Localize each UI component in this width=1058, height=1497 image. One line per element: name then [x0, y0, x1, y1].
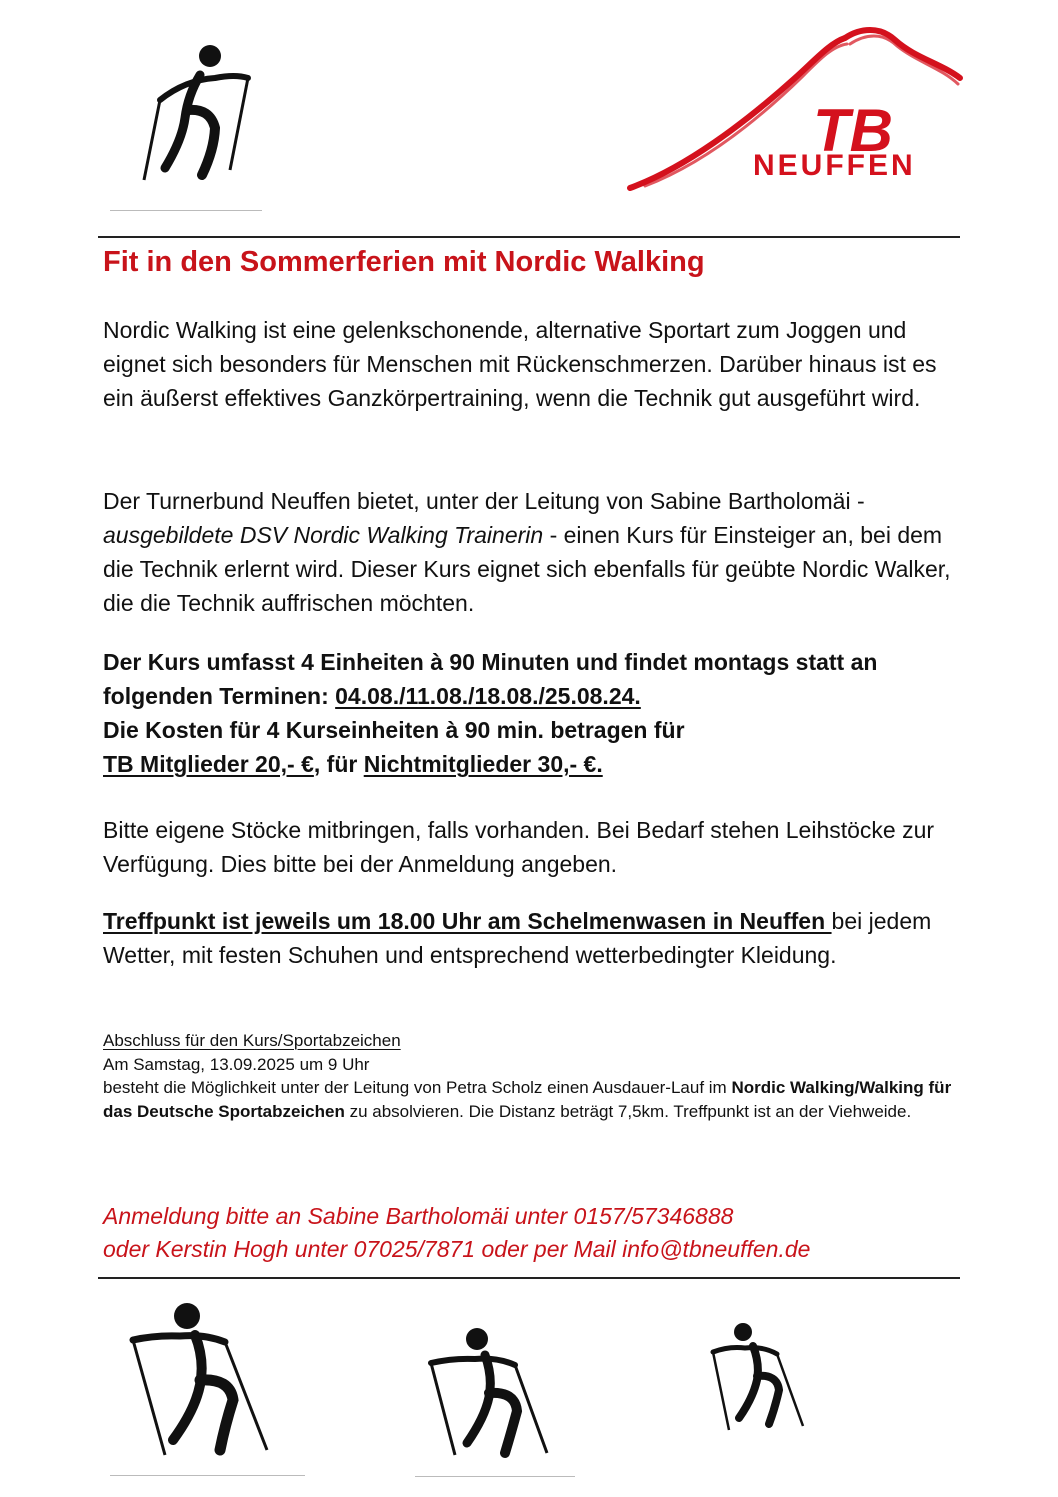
nordic-walker-icon	[425, 1325, 560, 1465]
meeting-point: Treffpunkt ist jeweils um 18.00 Uhr am Schelmenwasen in Neuffen	[103, 908, 832, 934]
course-line-2: folgenden Terminen: 04.08./11.08./18.08./25.08.24.	[103, 683, 641, 709]
offer-paragraph	[103, 484, 963, 620]
trainer-qualification: ausgebildete DSV Nordic Walking Trainerin	[103, 522, 544, 548]
final-date: Am Samstag, 13.09.2025 um 9 Uhr	[103, 1054, 370, 1074]
final-section	[103, 1029, 963, 1123]
intro-paragraph	[103, 313, 963, 415]
nordic-walker-icon	[125, 1300, 285, 1465]
meeting-paragraph	[103, 904, 963, 972]
logo-name: NEUFFEN	[753, 149, 916, 182]
course-details	[103, 645, 963, 781]
tb-neuffen-logo	[625, 18, 970, 198]
meeting-details: bei jedem Wetter, mit festen Schuhen und entsprechend wetterbedingter Kleidung.	[103, 908, 932, 968]
price-nonmembers: Nichtmitglieder 30,- €.	[363, 751, 603, 777]
course-dates: 04.08./11.08./18.08./25.08.24.	[335, 683, 641, 709]
nordic-walker-icon	[130, 40, 260, 190]
page-title: Fit in den Sommerferien mit Nordic Walking	[103, 246, 705, 278]
decorative-line	[110, 210, 262, 211]
course-line-1: Der Kurs umfasst 4 Einheiten à 90 Minuten und findet montags statt an	[103, 649, 878, 675]
course-line-3: Die Kosten für 4 Kurseinheiten à 90 min. betragen für	[103, 717, 685, 743]
nordic-walker-icon	[705, 1320, 815, 1440]
final-text: besteht die Möglichkeit unter der Leitung von Petra Scholz einen Ausdauer-Lauf im Nordic Walking/Walking für das Deutsche Sportabzeichen zu absolvieren. Die Distanz beträgt 7,5km. Treffpunkt ist an der Viehweide.	[103, 1078, 952, 1121]
decorative-line	[110, 1475, 305, 1476]
offer-text-2: - einen Kurs für Einsteiger an, bei dem die Technik erlernt wird. Dieser Kurs eignet sich ebenfalls für geübte Nordic Walker, die die Technik auffrischen möchten.	[103, 522, 951, 616]
logo-brand: TB	[813, 97, 893, 164]
top-divider	[98, 236, 960, 238]
final-bold: Nordic Walking/Walking für das Deutsche Sportabzeichen	[103, 1078, 952, 1121]
decorative-line	[415, 1476, 575, 1477]
equipment-paragraph: Bitte eigene Stöcke mitbringen, falls vorhanden. Bei Bedarf stehen Leihstöcke zur Verfügung. Dies bitte bei der Anmeldung angeben.	[103, 817, 935, 877]
course-prices: TB Mitglieder 20,- €, für Nichtmitglieder 30,- €.	[103, 751, 603, 777]
bottom-divider	[98, 1277, 960, 1279]
price-members: TB Mitglieder 20,- €	[103, 751, 314, 777]
intro-text: Nordic Walking ist eine gelenkschonende, alternative Sportart zum Joggen und eignet sich besonders für Menschen mit Rückenschmerzen. Darüber hinaus ist es ein äußerst effektives Ganzkörpertraining, wenn die Technik gut ausgeführt wird.	[103, 317, 937, 411]
final-heading: Abschluss für den Kurs/Sportabzeichen	[103, 1031, 401, 1050]
registration-info	[103, 1200, 963, 1266]
offer-text-1: Der Turnerbund Neuffen bietet, unter der Leitung von Sabine Bartholomäi -	[103, 488, 865, 514]
registration-line-2: oder Kerstin Hogh unter 07025/7871 oder per Mail info@tbneuffen.de	[103, 1236, 811, 1262]
registration-line-1: Anmeldung bitte an Sabine Bartholomäi unter 0157/57346888	[103, 1203, 734, 1229]
